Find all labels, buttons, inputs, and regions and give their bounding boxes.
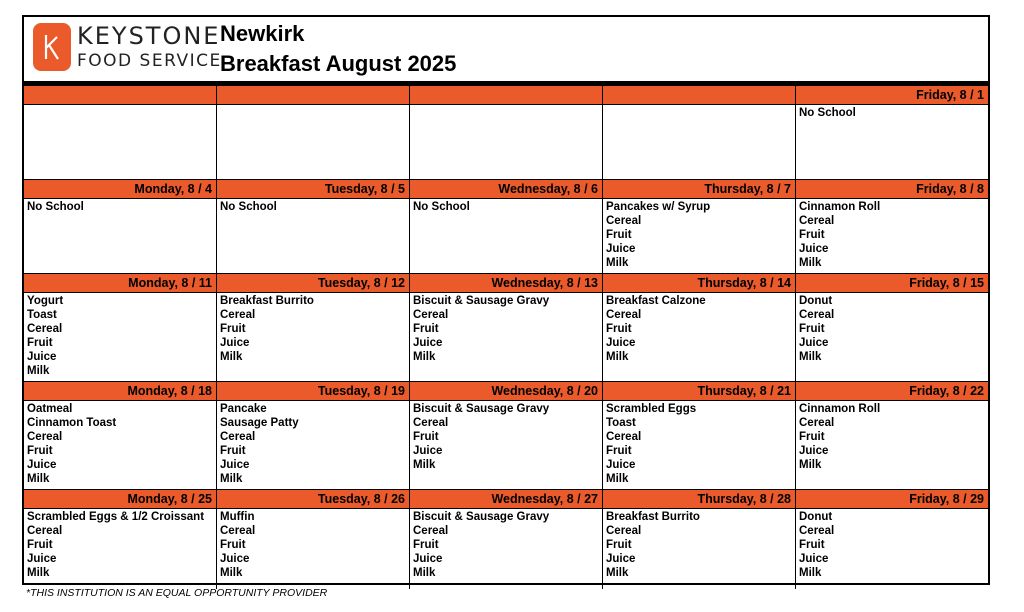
menu-item: Yogurt [27,295,64,307]
day-cell [216,490,409,589]
day-header: Wednesday, 8 / 13 [410,274,602,293]
day-header [24,86,216,105]
menu-item: Milk [799,257,822,270]
day-header: Wednesday, 8 / 6 [410,180,602,199]
day-cell [409,86,602,179]
menu-item: Juice [413,553,443,566]
day-menu [796,293,988,381]
menu-item: Cereal [220,309,256,322]
menu-item: Milk [220,567,243,580]
menu-item: Scrambled Eggs [606,403,697,415]
day-menu [24,401,216,489]
day-cell [24,274,216,381]
day-menu [603,105,795,179]
menu-item: Biscuit & Sausage Gravy [413,511,550,523]
day-cell [216,274,409,381]
day-cell [216,180,409,273]
day-menu [410,401,602,489]
school-title: Newkirk [220,21,305,46]
menu-item: Cinnamon Roll [799,201,881,213]
day-menu [603,199,795,273]
menu-item: Pancake [220,403,267,415]
menu-item: Juice [220,553,250,566]
menu-item: Breakfast Burrito [606,511,700,523]
menu-item: Milk [220,351,243,364]
day-menu [217,293,409,381]
menu-header [24,17,988,81]
day-cell [409,382,602,489]
day-header: Friday, 8 / 29 [796,490,988,509]
menu-item: Milk [606,473,629,486]
day-header: Friday, 8 / 8 [796,180,988,199]
menu-item: Juice [799,337,829,350]
day-menu [24,509,216,589]
day-header: Tuesday, 8 / 26 [217,490,409,509]
day-menu [217,199,409,273]
menu-item: Juice [799,553,829,566]
menu-item: Fruit [413,323,439,336]
day-menu [24,199,216,273]
menu-item: Fruit [413,539,439,552]
menu-item: Juice [220,459,250,472]
menu-item: Toast [606,417,636,430]
day-menu [24,293,216,381]
menu-item: Milk [799,459,822,472]
day-menu [217,105,409,179]
menu-item: Milk [799,567,822,580]
menu-item: Milk [27,567,50,580]
menu-item: Fruit [27,337,53,350]
day-header: Thursday, 8 / 21 [603,382,795,401]
menu-item: Fruit [606,445,632,458]
menu-item: Cinnamon Roll [799,403,881,415]
day-header: Monday, 8 / 11 [24,274,216,293]
menu-item: Juice [220,337,250,350]
day-cell [24,86,216,179]
day-header: Tuesday, 8 / 12 [217,274,409,293]
brand-name: KEYSTONE [77,22,221,50]
day-header: Tuesday, 8 / 19 [217,382,409,401]
menu-item: Cereal [799,417,835,430]
day-cell [602,180,795,273]
day-header [410,86,602,105]
menu-item: Cinnamon Toast [27,417,117,430]
menu-item: Fruit [220,323,246,336]
menu-item: No School [220,201,277,213]
menu-item: Fruit [606,229,632,242]
menu-item: Cereal [799,215,835,228]
menu-item: Toast [27,309,57,322]
menu-item: Milk [27,365,50,378]
day-cell [409,180,602,273]
menu-item: Muffin [220,511,255,523]
day-menu [217,401,409,489]
menu-item: Oatmeal [27,403,73,415]
calendar-grid [24,86,988,589]
week-row [24,86,988,179]
day-cell [216,86,409,179]
menu-item: Scrambled Eggs & 1/2 Croissant [27,511,205,523]
menu-item: No School [27,201,84,213]
menu-item: Fruit [606,539,632,552]
menu-item: Juice [413,445,443,458]
menu-item: Juice [799,445,829,458]
menu-item: Milk [606,567,629,580]
menu-item: No School [413,201,470,213]
day-header: Monday, 8 / 18 [24,382,216,401]
menu-item: Fruit [799,229,825,242]
menu-item: Fruit [27,539,53,552]
menu-item: Juice [27,553,57,566]
week-row [24,381,988,489]
day-cell [795,86,988,179]
menu-title: Breakfast August 2025 [220,51,457,76]
day-header: Wednesday, 8 / 20 [410,382,602,401]
day-menu [410,509,602,589]
menu-item: Juice [606,337,636,350]
day-cell [795,382,988,489]
menu-item: Cereal [606,309,642,322]
day-menu [603,401,795,489]
menu-item: Juice [799,243,829,256]
day-menu [24,105,216,179]
day-header [217,86,409,105]
menu-item: Cereal [799,309,835,322]
menu-item: Cereal [413,309,449,322]
menu-item: Fruit [413,431,439,444]
menu-sheet [22,15,990,585]
menu-item: Juice [413,337,443,350]
day-menu [796,199,988,273]
day-cell [602,490,795,589]
week-row [24,179,988,273]
brand-subtitle: FOOD SERVICE [77,51,222,71]
menu-item: Juice [27,459,57,472]
day-cell [216,382,409,489]
day-header [603,86,795,105]
menu-item: Breakfast Calzone [606,295,706,307]
menu-item: Cereal [27,323,63,336]
menu-item: Donut [799,511,833,523]
menu-item: Cereal [413,417,449,430]
day-header: Friday, 8 / 15 [796,274,988,293]
menu-item: Milk [27,473,50,486]
menu-item: Fruit [799,431,825,444]
equal-opportunity-notice: *THIS INSTITUTION IS AN EQUAL OPPORTUNITY PROVIDER [26,587,328,599]
day-header: Friday, 8 / 1 [796,86,988,105]
menu-item: Milk [413,459,436,472]
day-cell [409,274,602,381]
day-menu [796,509,988,589]
menu-item: Milk [413,567,436,580]
week-row [24,489,988,589]
day-header: Monday, 8 / 4 [24,180,216,199]
day-cell [24,382,216,489]
menu-item: Milk [413,351,436,364]
day-menu [217,509,409,589]
day-menu [796,105,988,179]
menu-item: Pancakes w/ Syrup [606,201,711,213]
day-menu [410,293,602,381]
day-cell [24,490,216,589]
day-header: Wednesday, 8 / 27 [410,490,602,509]
menu-item: Sausage Patty [220,417,299,430]
menu-item: Juice [27,351,57,364]
menu-item: Juice [606,243,636,256]
day-menu [410,199,602,273]
menu-item: Cereal [413,525,449,538]
menu-item: Cereal [220,431,256,444]
day-menu [603,509,795,589]
menu-item: Cereal [27,431,63,444]
day-cell [602,382,795,489]
menu-item: Fruit [220,539,246,552]
menu-item: Cereal [799,525,835,538]
menu-item: Fruit [27,445,53,458]
menu-item: Milk [799,351,822,364]
menu-item: Milk [606,257,629,270]
menu-item: No School [799,107,856,119]
day-menu [410,105,602,179]
keystone-logo-icon [33,23,71,71]
day-header: Thursday, 8 / 7 [603,180,795,199]
menu-item: Donut [799,295,833,307]
day-header: Thursday, 8 / 28 [603,490,795,509]
menu-item: Milk [220,473,243,486]
day-header: Tuesday, 8 / 5 [217,180,409,199]
day-cell [602,86,795,179]
menu-item: Cereal [606,525,642,538]
menu-item: Cereal [27,525,63,538]
menu-item: Juice [606,553,636,566]
day-header: Friday, 8 / 22 [796,382,988,401]
menu-item: Breakfast Burrito [220,295,314,307]
menu-item: Cereal [606,431,642,444]
menu-item: Fruit [799,539,825,552]
day-cell [795,274,988,381]
day-cell [24,180,216,273]
menu-item: Biscuit & Sausage Gravy [413,295,550,307]
day-cell [409,490,602,589]
week-row [24,273,988,381]
day-header: Thursday, 8 / 14 [603,274,795,293]
menu-item: Cereal [220,525,256,538]
menu-item: Fruit [220,445,246,458]
menu-item: Biscuit & Sausage Gravy [413,403,550,415]
menu-item: Fruit [606,323,632,336]
day-cell [795,490,988,589]
day-menu [603,293,795,381]
menu-item: Fruit [799,323,825,336]
day-cell [602,274,795,381]
day-header: Monday, 8 / 25 [24,490,216,509]
menu-item: Milk [606,351,629,364]
menu-item: Cereal [606,215,642,228]
menu-item: Juice [606,459,636,472]
day-menu [796,401,988,489]
day-cell [795,180,988,273]
